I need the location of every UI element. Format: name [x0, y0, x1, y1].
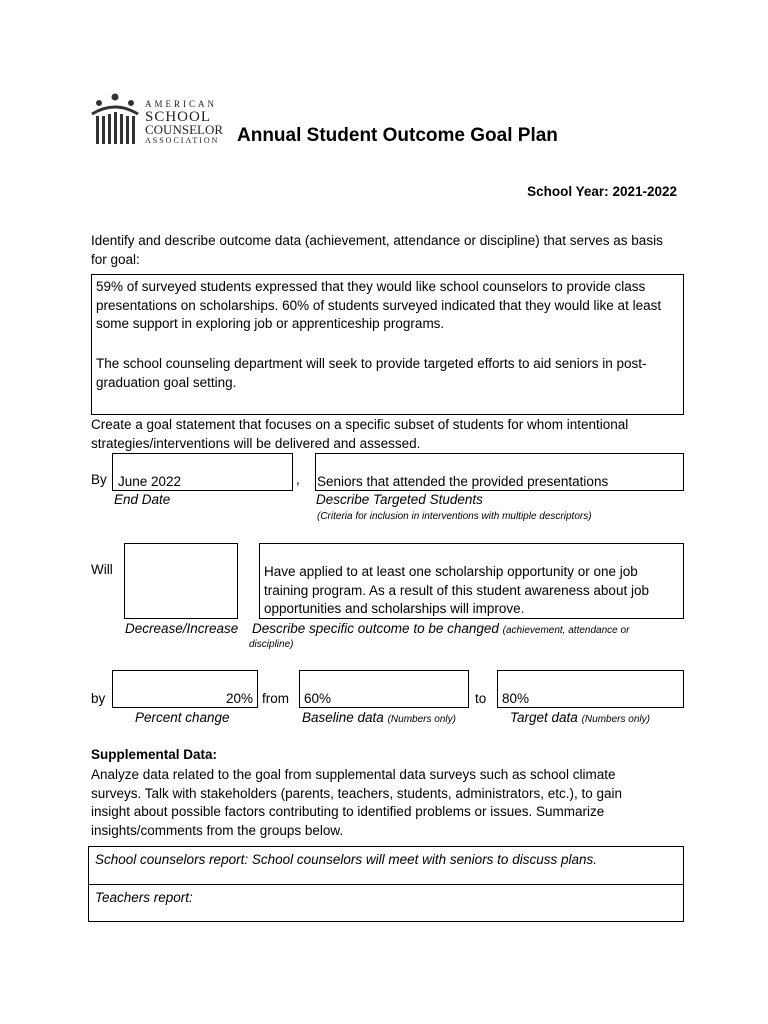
target-data-value: 80% — [502, 691, 530, 706]
outcome-prompt: Identify and describe outcome data (achievement, attendance or discipline) that serves as basis for goal: — [91, 233, 663, 267]
specific-outcome-note: (achievement, attendance or — [502, 625, 630, 636]
targeted-students-field[interactable] — [315, 453, 684, 491]
baseline-data-field[interactable] — [299, 670, 469, 708]
targeted-students-value: Seniors that attended the provided presentations — [317, 474, 609, 489]
outcome-data-box[interactable] — [91, 274, 684, 415]
school-year-label: School Year: — [527, 184, 609, 199]
specific-outcome-label: Describe specific outcome to be changed — [252, 621, 499, 636]
target-data-label: Target data — [510, 710, 578, 725]
table-divider — [89, 884, 683, 885]
goal-prompt: Create a goal statement that focuses on a specific subset of students for whom intentional strategies/interventions will be delivered and assessed. — [91, 417, 629, 451]
baseline-data-value: 60% — [304, 691, 332, 706]
percent-change-field[interactable] — [112, 670, 258, 708]
outcome-paragraph-2: The school counseling department will seek to provide targeted efforts to aid seniors in post-graduation goal setting. — [96, 356, 647, 390]
specific-outcome-field[interactable] — [259, 543, 684, 619]
specific-outcome-value: Have applied to at least one scholarship opportunity or one job training program. As a result of this student awareness about job opportunities and scholarships will improve. — [264, 564, 649, 616]
teachers-report[interactable]: Teachers report: — [95, 890, 193, 905]
specific-outcome-note-cont: discipline) — [249, 639, 294, 650]
stakeholder-table — [88, 846, 684, 922]
decrease-increase-label: Decrease/Increase — [125, 621, 239, 636]
baseline-data-note: (Numbers only) — [387, 714, 456, 725]
school-counselors-report[interactable]: School counselors report: School counselors will meet with seniors to discuss plans. — [95, 852, 597, 867]
school-year-value: 2021-2022 — [612, 184, 677, 199]
baseline-data-label-group — [302, 710, 456, 725]
comma: , — [296, 472, 300, 487]
end-date-label: End Date — [114, 492, 171, 507]
logo-head-left — [96, 100, 102, 106]
end-date-field[interactable] — [112, 453, 293, 491]
logo-line-4: ASSOCIATION — [145, 136, 220, 145]
target-data-note: (Numbers only) — [581, 714, 650, 725]
to-label: to — [475, 691, 487, 706]
logo-head-right — [128, 100, 134, 106]
page-title: Annual Student Outcome Goal Plan — [237, 125, 558, 146]
from-label: from — [262, 691, 289, 706]
school-year — [527, 184, 677, 199]
end-date-value: June 2022 — [118, 474, 182, 489]
target-data-field[interactable] — [497, 670, 684, 708]
by-label: By — [91, 472, 107, 487]
targeted-students-note: (Criteria for inclusion in interventions with multiple descriptors) — [317, 511, 592, 522]
baseline-data-label: Baseline data — [302, 710, 384, 725]
by-percent-label: by — [91, 691, 106, 706]
logo-line-3: COUNSELOR — [145, 122, 224, 137]
supplemental-text: Analyze data related to the goal from supplemental data surveys such as school climate surveys. Talk with stakeholders (parents, teachers, students, administrators, etc.), to gain insight about possible factors contributing to identified problems or issues. Summarize insights/comments from the groups below. — [91, 767, 622, 838]
logo-head-center — [112, 94, 119, 101]
targeted-students-label: Describe Targeted Students — [316, 492, 483, 507]
target-data-label-group — [510, 710, 650, 725]
specific-outcome-label-group — [252, 621, 629, 636]
supplemental-heading: Supplemental Data: — [91, 747, 218, 762]
logo-line-1: AMERICAN — [145, 99, 218, 109]
outcome-paragraph-1: 59% of surveyed students expressed that they would like school counselors to provide class presentations on scholarships. 60% of students surveyed indicated that they would like at least some support in exploring job or apprenticeship programs. — [96, 279, 662, 331]
logo-line-2: SCHOOL — [145, 109, 212, 125]
asca-logo-mark — [90, 92, 140, 146]
will-label: Will — [91, 562, 113, 577]
percent-change-value: 20% — [225, 691, 253, 706]
decrease-increase-field[interactable] — [124, 543, 238, 619]
percent-change-label: Percent change — [135, 710, 230, 725]
